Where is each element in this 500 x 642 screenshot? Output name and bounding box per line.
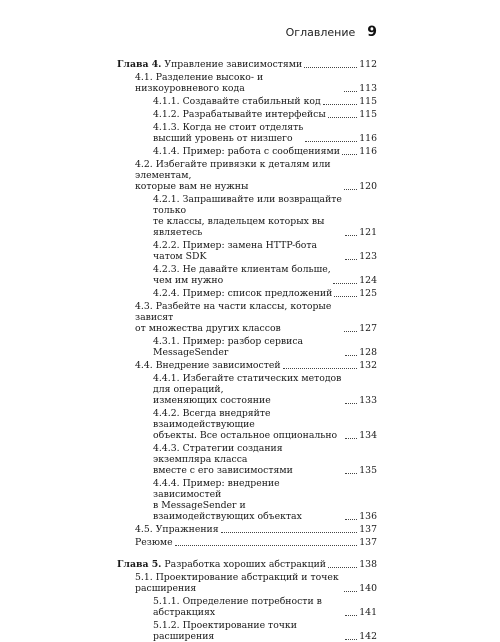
toc-page-number: 142: [359, 631, 377, 642]
toc-section-entry: [117, 72, 377, 94]
toc-entry-title: [153, 122, 303, 144]
toc-entry-text: 4.2.3. Не давайте клиентам больше, чем им нужно: [153, 264, 331, 286]
running-header-title: Оглавление: [285, 26, 356, 39]
toc-leader-dots: [345, 614, 357, 616]
toc-page-number: 134: [359, 430, 377, 441]
toc-entry-title: [135, 537, 173, 548]
toc-entry-text: 4.4.2. Всегда внедряйте взаимодействующие объекты. Все остальное опционально: [153, 408, 338, 441]
toc-leader-dots: [221, 531, 358, 533]
toc-page-number: 128: [359, 347, 377, 358]
toc-section-entry: [117, 360, 377, 371]
toc-entry-title: [153, 288, 332, 299]
toc-section-entry: [117, 159, 377, 192]
toc-subsection-entry: [117, 96, 377, 107]
toc-entry-text: 4.2.1. Запрашивайте или возвращайте только те классы, владельцем которых вы являетесь: [153, 194, 342, 238]
toc-subsection-entry: [117, 288, 377, 299]
toc-page-number: 125: [359, 288, 377, 299]
toc-page-number: 116: [359, 133, 377, 144]
toc-page-number: 112: [359, 59, 377, 70]
toc-entry-text: 4.2. Избегайте привязки к деталям или элементам, которые вам не нужны: [135, 159, 331, 192]
toc-chapter-entry: [117, 559, 377, 570]
toc-leader-dots: [345, 258, 357, 260]
toc-subsection-entry: [117, 443, 377, 476]
toc-page-number: 136: [359, 511, 377, 522]
toc-page-number: 115: [359, 109, 377, 120]
toc-leader-dots: [333, 282, 358, 284]
toc-leader-dots: [344, 590, 357, 592]
toc-chapter-entry: [117, 59, 377, 70]
toc-leader-dots: [323, 103, 358, 105]
toc-entry-title: [117, 559, 326, 570]
toc-subsection-entry: [117, 264, 377, 286]
running-header: [286, 24, 377, 40]
toc-entry-text: 5.1. Проектирование абстракций и точек расширения: [135, 572, 339, 594]
toc-entry-title: [153, 336, 343, 358]
toc-entry-text: 4.3.1. Пример: разбор сервиса MessageSender: [153, 336, 304, 358]
toc-entry-text: 4.4.3. Стратегии создания экземпляра класса вместе с его зависимостями: [153, 443, 293, 476]
toc-entry-text: 4.4. Внедрение зависимостей: [135, 360, 281, 371]
toc-entry-text: 5.1.1. Определение потребности в абстракциях: [153, 596, 322, 618]
toc-section-entry: [117, 572, 377, 594]
toc-leader-dots: [328, 566, 357, 568]
toc-entry-text: 4.3. Разбейте на части классы, которые зависят от множества других классов: [135, 301, 332, 334]
toc-entry-text: 4.2.2. Пример: замена HTTP-бота чатом SDK: [153, 240, 318, 262]
toc-entry-title: [153, 194, 343, 238]
toc-entry-title: [153, 620, 343, 642]
toc-leader-dots: [345, 402, 357, 404]
toc-entry-text: 5.1.2. Проектирование точки расширения: [153, 620, 297, 642]
toc-subsection-entry: [117, 122, 377, 144]
toc-leader-dots: [175, 544, 358, 546]
toc-leader-dots: [345, 437, 357, 439]
toc-entry-title: [153, 373, 343, 406]
toc-page-number: 123: [359, 251, 377, 262]
toc-page-number: 116: [359, 146, 377, 157]
toc-entry-text: 4.1. Разделение высоко- и низкоуровневого кода: [135, 72, 264, 94]
toc-entry-text: Разработка хороших абстракций: [161, 559, 326, 570]
toc-leader-dots: [328, 116, 357, 118]
toc-entry-title: [153, 478, 343, 522]
toc-page-number: 137: [359, 537, 377, 548]
toc-entry-title: [135, 72, 342, 94]
toc-entry-title: [117, 59, 302, 70]
toc-leader-dots: [283, 367, 358, 369]
toc-leader-dots: [304, 66, 357, 68]
toc-page-number: 120: [359, 181, 377, 192]
toc-leader-dots: [345, 234, 357, 236]
toc-entry-text: Управление зависимостями: [161, 59, 303, 70]
toc-subsection-entry: [117, 194, 377, 238]
toc-page-number: 121: [359, 227, 377, 238]
toc-leader-dots: [305, 140, 357, 142]
toc-entry-title: [153, 408, 343, 441]
toc-page-number: 132: [359, 360, 377, 371]
table-of-contents: [117, 57, 377, 642]
toc-entry-title: [135, 360, 281, 371]
toc-subsection-entry: [117, 408, 377, 441]
toc-section-entry: [117, 524, 377, 535]
toc-page-number: 124: [359, 275, 377, 286]
toc-subsection-entry: [117, 596, 377, 618]
toc-entry-text: 4.4.4. Пример: внедрение зависимостей в MessageSender и взаимодействующих объектах: [153, 478, 302, 522]
toc-leader-dots: [345, 354, 357, 356]
toc-entry-title: [153, 443, 343, 476]
toc-subsection-entry: [117, 336, 377, 358]
toc-entry-title: [153, 109, 326, 120]
toc-page-number: 138: [359, 559, 377, 570]
toc-page-number: 140: [359, 583, 377, 594]
toc-entry-title: [135, 572, 342, 594]
toc-entry-text: 4.2.4. Пример: список предложений: [153, 288, 333, 299]
toc-entry-text: 4.5. Упражнения: [135, 524, 219, 535]
toc-page-number: 141: [359, 607, 377, 618]
toc-entry-text: 4.1.3. Когда не стоит отделять высший уровень от низшего: [153, 122, 304, 144]
toc-entry-title: [135, 301, 342, 334]
toc-leader-dots: [344, 90, 357, 92]
toc-leader-dots: [342, 153, 357, 155]
toc-entry-text: 4.1.4. Пример: работа с сообщениями: [153, 146, 340, 157]
toc-page-number: 115: [359, 96, 377, 107]
toc-page-number: 127: [359, 323, 377, 334]
toc-page-number: 135: [359, 465, 377, 476]
toc-chapter-label: Глава 4.: [117, 59, 162, 70]
toc-subsection-entry: [117, 146, 377, 157]
toc-leader-dots: [334, 295, 357, 297]
toc-subsection-entry: [117, 620, 377, 642]
toc-page-number: 133: [359, 395, 377, 406]
toc-entry-text: 4.1.1. Создавайте стабильный код: [153, 96, 321, 107]
toc-section-entry: [117, 537, 377, 548]
toc-entry-title: [153, 264, 331, 286]
toc-leader-dots: [345, 638, 357, 640]
toc-entry-title: [153, 240, 343, 262]
toc-entry-title: [153, 146, 340, 157]
toc-subsection-entry: [117, 240, 377, 262]
toc-page-number: 137: [359, 524, 377, 535]
toc-subsection-entry: [117, 373, 377, 406]
toc-entry-title: [153, 96, 321, 107]
toc-entry-text: Резюме: [135, 537, 173, 548]
toc-section-entry: [117, 301, 377, 334]
toc-entry-title: [135, 159, 342, 192]
toc-subsection-entry: [117, 109, 377, 120]
toc-leader-dots: [344, 188, 357, 190]
toc-leader-dots: [345, 472, 357, 474]
toc-leader-dots: [344, 330, 357, 332]
toc-chapter-label: Глава 5.: [117, 559, 162, 570]
toc-entry-title: [153, 596, 343, 618]
toc-entry-text: 4.4.1. Избегайте статических методов для операций, изменяющих состояние: [153, 373, 342, 406]
toc-page-number: 113: [359, 83, 377, 94]
toc-entry-title: [135, 524, 219, 535]
toc-subsection-entry: [117, 478, 377, 522]
toc-entry-text: 4.1.2. Разрабатывайте интерфейсы: [153, 109, 326, 120]
page-number: 9: [367, 24, 377, 40]
toc-leader-dots: [345, 518, 357, 520]
